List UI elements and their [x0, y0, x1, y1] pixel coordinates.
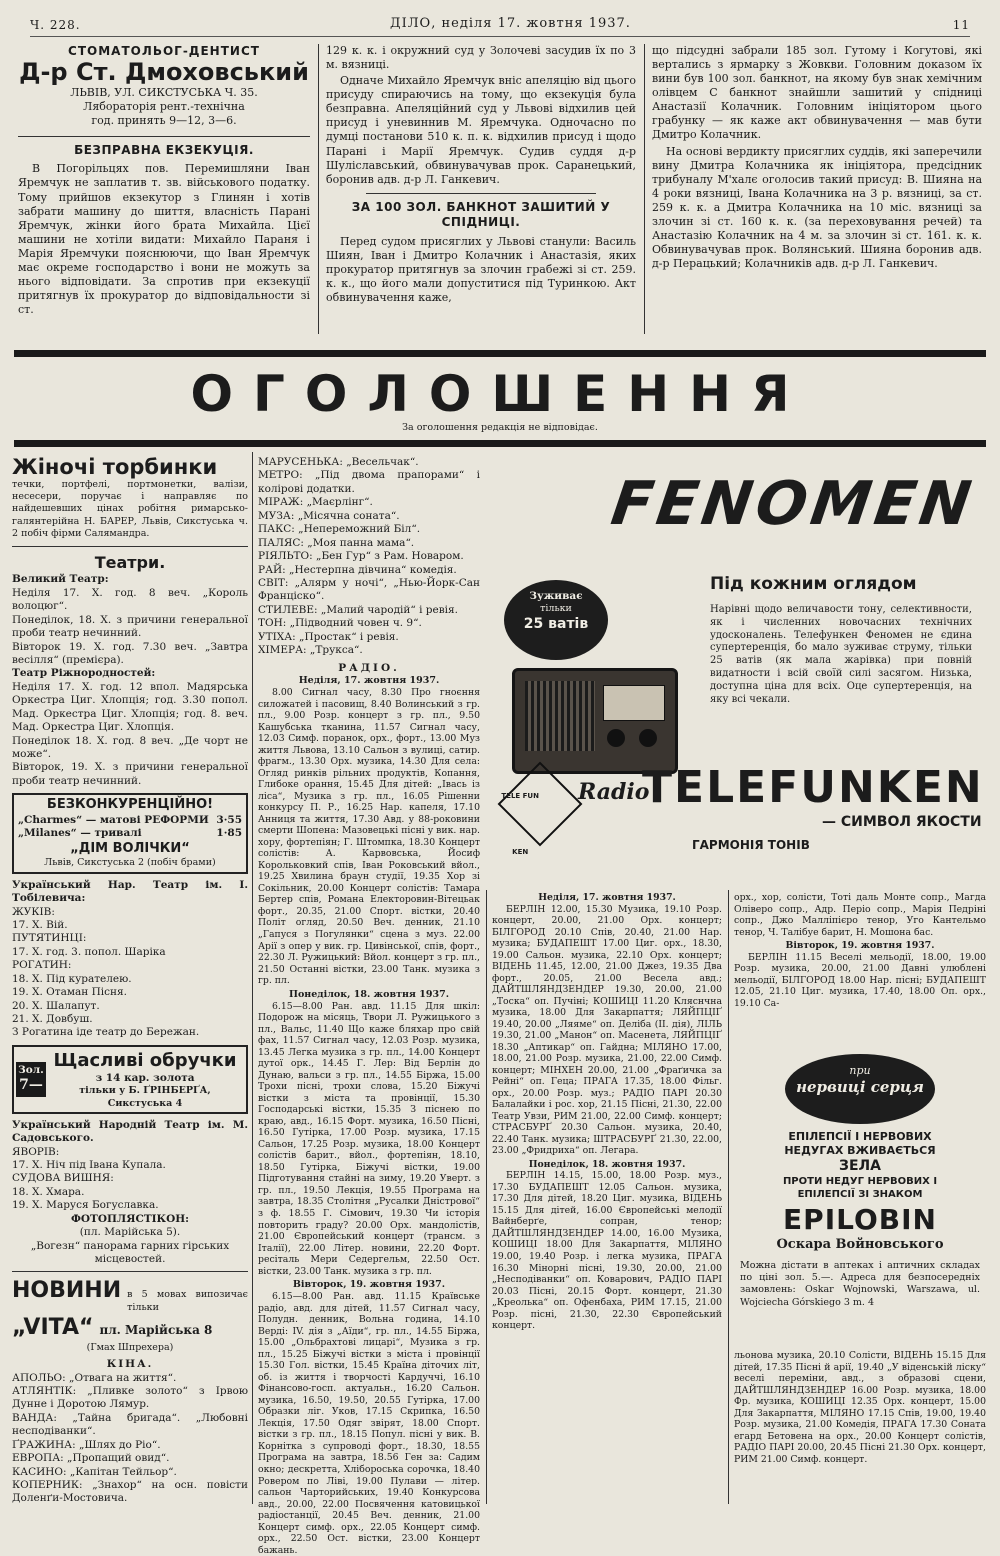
- kino-line: УТІХА: „Простак“ і ревія.: [258, 630, 399, 643]
- theatre-line: Неділя 17. Х. год. 8 веч. „Король волоцюг“.: [12, 586, 248, 613]
- col-3: [652, 44, 982, 334]
- ads-banner: [14, 362, 986, 434]
- shoes-shop: „ДІМ ВОЛІЧКИ“: [70, 840, 190, 856]
- theatre-line: ЯВОРІВ:: [12, 1145, 60, 1158]
- col-1: [18, 44, 310, 334]
- kino-line: ПАЛЯС: „Моя панна мама“.: [258, 536, 415, 549]
- theatre-line: 17. Х. Ніч під Івана Купала.: [12, 1158, 166, 1171]
- theatre-line: 18. Х. Хмара.: [12, 1185, 85, 1198]
- foto-text: „Вогезн“ панорама гарних гірських місцевостей.: [30, 1239, 230, 1266]
- radio-day: Неділя, 17. жовтня 1937.: [298, 675, 440, 686]
- radio-foreign-column-2: [734, 892, 986, 1048]
- vita-name: „VITA“: [12, 1314, 94, 1340]
- radio-text: 6.15—8.00 Ран. авд. 11.15 Для шкіл: Подорож на місяць, Твори Л. Ружицького з пл., Вальс, 11.40 Що каже бляхар про свій фах, 11.57 Сигнал часу, 12.03 Розр. музика, 13.45 Легка музика з гр. пл., 14.00 Концерт дутої орк., 14.45 Г. Лер: Від Берлін до Дунаю, вальси з гр. пл., 14.55 Біржа, 15.00 Трохи пісні, трохи слова, 15.20 Біжучі вістки з міста та провінції, 15.30 Господарські вістки, 15.35 З піснею по краю, авд., 16.15 Форт. музика, 16.50 Пісні, 16.50 Гутірка, 17.00 Розр. музика, 17.15 Сальон, 17.25 Розр. музика, 18.00 Концерт солістів барит., вйол., фортепіян, 18.10, 18.50 Гутірка, Біжучі вістки, 19.00 Підготування стайні на зиму, 19.20 Уверт. з гр. пл., 19.50 Лекція, 19.55 Програма на завтра, 18.35 Столітня „Русалки Дністрової“ з ф. 18.55 Г. Сімович, 19.30 Чи історія повторить граду? 20.00 Орх. мандолістів, 21.00 Європейський концерт (трансм. з Італії), 22.00 Літер. новини, 22.20 Форт. ресіталь Мери Седергельм, 22.50 Ост. вістки, 23.00 Танк. музика з гр. пл.: [258, 1000, 480, 1277]
- theatre-line: 18. Х. Під курателею.: [12, 972, 132, 985]
- theatre-line: 21. Х. Довбуш.: [12, 1013, 93, 1025]
- epilobin-text: Можна дістати в аптеках і аптичних складах по ціні зол. 5.—. Адреса для безпосередніх замовлень: Oskar Wojnowski, Warszawa, ul. Wojciecha Górskiego 3 m. 4: [740, 1260, 980, 1308]
- radio-foreign-column: [492, 892, 722, 1506]
- kino-line: СВІТ: „Алярм у ночі“, „Нью-Йорк-Сан Франціско“.: [258, 576, 480, 603]
- theatre-line: Неділя 17. Х. год. 12 впол. Мадярська Оркестра Циг. Хлопція; год. 3.30 попол. Мад. Оркестра Циг. Хлопція; год. 8. веч. Мад. Оркестра Циг. Хлопція.: [12, 680, 248, 734]
- shoes-price: 3·55: [216, 813, 242, 826]
- theatre-line: З Рогатина іде театр до Бережан.: [12, 1026, 200, 1039]
- vita-ad: [12, 1277, 248, 1354]
- rings-currency: Зол.: [18, 1063, 44, 1076]
- kino-line: ВАНДА: „Тайна бригада“. „Любовні несподіванки“.: [12, 1411, 248, 1438]
- radio-text: орх., хор, солісти, Тоті даль Монте сопр., Магда Оліверо сопр., Адр. Періо сопр., Марія Педріні сопр., Джо Малліпієро тенор, Уго Кантельмо тенор, Ч. Талібуе барит, Н. Мошона бас.: [734, 892, 986, 938]
- foto-head: ФОТОПЛЯСТІКОН:: [70, 1212, 190, 1225]
- radio-head: РАДІО.: [338, 661, 400, 674]
- dentist-hours: год. принять 9—12, 3—6.: [91, 113, 237, 127]
- telefunken-tagline: Під кожним оглядом: [710, 574, 917, 594]
- epilobin-line: НЕДУГАХ ВЖИВАЄТЬСЯ: [784, 1144, 936, 1158]
- telefunken-ad: [492, 456, 986, 886]
- shoes-line: „Charmes“ — матові РЕФОРМИ: [18, 813, 209, 826]
- theatres-title: Театри.: [94, 552, 166, 572]
- telefunken-radio: Radio: [578, 779, 650, 805]
- theatre-line: 19. Х. Маруся Богуславка.: [12, 1199, 159, 1212]
- epilobin-line: ПРОТИ НЕДУГ НЕРВОВИХ І: [782, 1176, 938, 1188]
- telefunken-logo-icon: [498, 762, 583, 856]
- radio-set-icon: [512, 668, 678, 774]
- bags-text: течки, портфелі, портмонетки, валізи, несесери, поручає і направляє по найдешевших цінах робітня римарсько-галянтерійна Н. БАРЕР, Львів, Сикстуська ч. 2 побіч фірми Салямандра.: [12, 479, 248, 539]
- epilobin-line: ЕПІЛЕПСІЇ І НЕРВОВИХ: [788, 1130, 932, 1143]
- kino-line: КОПЕРНИК: „Знахор“ на осн. повісти Доленґи-Мостовича.: [12, 1479, 248, 1505]
- article-text: 129 к. к. і окружний суд у Золочеві засудив їх по 3 м. вязниці.: [326, 44, 636, 72]
- radio-day: Понеділок, 18. жовтня 1937.: [288, 988, 450, 1000]
- rings-title: Щасливі обручки: [53, 1049, 237, 1071]
- telefunken-slogan2: ГАРМОНІЯ ТОНІВ: [692, 838, 810, 852]
- kino-line: СТИЛЕВЕ: „Малий чародій“ і ревія.: [258, 603, 458, 616]
- radio-foreign-column-3: [734, 1350, 986, 1506]
- theatre-head: Український Народній Театр ім. М. Садовського.: [12, 1118, 248, 1145]
- kino-line: МУЗА: „Місячна соната“.: [258, 509, 400, 522]
- kino-line: АПОЛЬО: „Отвага на життя“.: [12, 1371, 177, 1384]
- page-number: 11: [952, 18, 970, 32]
- kino-line: РАЙ: „Нестерпна дівчина“ комедія.: [258, 563, 457, 576]
- kino-line: МІРАЖ: „Маєрлінг“.: [258, 496, 373, 509]
- heart-icon: [785, 1054, 935, 1124]
- telefunken-name: TELEFUNKEN: [642, 762, 984, 813]
- theatre-line: Понеділок 18. Х. год. 8 веч. „Де чорт не може“.: [12, 734, 248, 761]
- banner-title: ОГОЛОШЕННЯ: [190, 365, 810, 423]
- issue-number: Ч. 228.: [30, 18, 81, 32]
- ads-column-middle: [258, 456, 480, 1556]
- dentist-title: СТОМАТОЛЬОГ-ДЕНТИСТ: [68, 44, 260, 58]
- telefunken-brand: FENOMEN: [607, 469, 980, 539]
- bags-ad: [12, 456, 248, 540]
- article-text: Перед судом присяглих у Львові станули: Василь Шиян, Іван і Дмитро Колачник і Анастазія, яких прокуратор притягнув за злочин грабежі зі ст. 259. к. к., що його мали допуститися під Туринкою. Акт обвинувачення каже,: [326, 234, 636, 304]
- theatre-line: СУДОВА ВИШНЯ:: [12, 1172, 114, 1185]
- badge-line: 25 ватів: [523, 615, 589, 632]
- badge-line: тільки: [540, 603, 572, 615]
- radio-day: Неділя, 17. жовтня 1937.: [538, 892, 676, 903]
- epilobin-pri: при: [849, 1064, 871, 1077]
- dentist-name: Д-р Ст. Дмоховський: [19, 58, 309, 87]
- vita-address: пл. Марійська 8: [99, 1322, 213, 1337]
- bags-title: Жіночі торбинки: [12, 455, 218, 479]
- badge-line: Зуживає: [529, 590, 583, 602]
- theatre-line: ЖУКІВ:: [12, 905, 55, 918]
- kino-line: МАРУСЕНЬКА: „Весельчак“.: [258, 456, 419, 468]
- telefunken-slogan: — СИМВОЛ ЯКОСТИ: [822, 814, 982, 830]
- vita-sub: (Гмах Шпрехера): [86, 1341, 174, 1353]
- banner-note: За оголошення редакція не відповідає.: [402, 422, 598, 433]
- vita-text: в 5 мовах випозичає тільки: [127, 1289, 248, 1313]
- epilobin-maker: Оскара Войновського: [776, 1237, 944, 1253]
- col-2: [326, 44, 636, 334]
- telefunken-text: Нарівні щодо величавости тону, селективности, як і численних новочасних технічних удосконалень. Телефункен Феномен не єдина супертеренція, бо мало зуживає струму, тільки 25 ватів (як мала жарівка) при повній видатности і всій своїй силі засягом. Низька, доступна ціна для всіх. Оце супертеренція, на яку всі чекали.: [710, 604, 972, 705]
- shoes-ad: [12, 793, 248, 873]
- radio-text: льонова музика, 20.10 Солісти, ВІДЕНЬ 15.15 Для дітей, 17.35 Пісні й арії, 19.40 „У віденській ліску“ веселі переміни, авд., з образові сцени, ДАЙТШЛЯНДЗЕНДЕР 16.00 Розр. музика, 18.00 Фр. музика, КОШИЦІ 12.35 Орх. концерт, 15.00 Для Закарпаття, МІЛЯНО 17.15 Спів, 19.00, 19.40 Розр. музика, 21.00 Комедія, ПРАГА 17.30 Соната егард Бетовена на орх., 20.00 Концерт солістів, РАДІО ПАРІ 20.00, 20.45 Пісні 21.30 Орх. концерт, РИМ 21.00 Симф. концерт.: [734, 1350, 986, 1465]
- epilobin-head: нервиці серця: [796, 1078, 924, 1097]
- shoes-address: Львів, Сикстуська 2 (побіч брами): [44, 857, 216, 869]
- theatre-head: Великий Театр:: [12, 573, 109, 586]
- slogan-text: СИМВОЛ ЯКОСТИ: [840, 814, 982, 830]
- rings-price: 7—: [19, 1077, 43, 1094]
- kino-line: ХІМЕРА: „Трукса“.: [258, 644, 363, 657]
- power-badge: [504, 580, 608, 660]
- radio-day: Вівторок, 19. жовтня 1937.: [785, 940, 935, 952]
- theatre-line: 17. Х. год. 3. попол. Шаріка: [12, 945, 166, 958]
- epilobin-line: ЗЕЛА: [839, 1158, 881, 1175]
- theatre-head: Український Нар. Театр ім. І. Тобілевича:: [12, 878, 248, 905]
- theatre-line: ПУТЯТИНЦІ:: [12, 932, 87, 945]
- article-title: ЗА 100 ЗОЛ. БАНКНОТ ЗАШИТИЙ У СПІДНИЦІ.: [351, 199, 611, 230]
- shoes-line: „Milanes“ — тривалі: [18, 827, 142, 840]
- vita-title: НОВИНИ: [12, 1278, 122, 1304]
- theatre-line: 20. Х. Шалапут.: [12, 999, 100, 1012]
- article-text: що підсудні забрали 185 зол. Гутому і Когутові, які вертались з ярмарку з Жовкви. Головним доказом їх вини був 100 зол. банкнот, на якому був знак хемічним олівцем С банкнот знайшли зашитий у спідниці Анастазії Колачник. Головним ініціятором цього грабунку — як каже акт обвинувачення — мав бути Дмитро Колачник.: [652, 44, 982, 142]
- epilobin-line: ЕПІЛЕПСІЇ ЗІ ЗНАКОМ: [797, 1188, 923, 1200]
- rings-ad: [12, 1045, 248, 1114]
- kino-line: ЕВРОПА: „Пропащий овид“.: [12, 1452, 170, 1465]
- rings-sub: з 14 кар. золота: [95, 1071, 195, 1084]
- page-header: [30, 14, 970, 37]
- theatre-line: Вівторок 19. Х. год. 7.30 веч. „Завтра весілля“ (премієра).: [12, 640, 248, 666]
- kino-line: ПАКС: „Непереможний Біл“.: [258, 523, 421, 536]
- kino-line: МЕТРО: „Під двома прапорами“ і колірові додатки.: [258, 469, 480, 495]
- theatre-line: Вівторок, 19. Х. з причини генеральної проби театр нечинний.: [12, 761, 248, 787]
- epilobin-ad: [740, 1054, 980, 1344]
- radio-text: БЕРЛІН 12.00, 15.30 Музика, 19.10 Розр. концерт, 20.00, 21.00 Орх. концерт; БІЛГОРОД 20.10 Спів, 20.40, 21.00 Нар. музика; БУДАПЕШТ 17.00 Циг. орх., 18.30, 19.00 Сальон. музика, 22.10 Орх. концерт; ВІДЕНЬ 11.45, 12.00, 21.00 Джез, 19.35 Два форт., 20.05, 21.00 Весела авд.; ДАЙТШЛЯНДЗЕНДЕР 19.30, 20.00, 21.00 „Тоска“ оп. Пучіні; КОШИЦІ 11.20 Кляснчна музика, 18.00 Для Закарпаття; ЛЯЙПЦІҐ 19.40, 20.00 „Ляяме“ оп. Деліба (II. дія), ЛІЛЬ 19.30, 21.00 „Манон“ оп. Масенета, ЛЯЙПЦІҐ 18.30 „Аптикар“ оп. Гайдна; МІЛЯНО 17.00, 18.00, 21.00 Розр. музика, 21.00, 22.00 Симф. концерт; МІНХЕН 20.00, 21.00 „Фраґичка за Рейні“ оп. Геца; ПРАГА 17.35, 18.00 Фільг. орх., 20.00 Розр. муз.; РАДІО ПАРІ 20.30 Балалайки і рос. хор, 21.15 Пісні, 21.30, 22.00 Театр Увзи, РИМ 21.00, 22.00 Симф. концерт; СТРАСБУРҐ 20.30 Сальон. музика, 20.40, 22.40 Танк. музика; ШТРАСБУРҐ 21.30, 22.00, 23.00 „Фридриха“ оп. Легара.: [492, 903, 722, 1157]
- radio-text: 8.00 Сигнал часу, 8.30 Про гноєння силожатей і пасовищ, 8.40 Волинський з гр. пл., 9.00 Розр. концерт з гр. пл., 9.50 Кашубська тканина, 11.57 Сигнал часу, 12.03 Симф. поранок, орх., форт., 13.00 Муз життя Львова, 13.10 Сальон з вулиці, сатир. фрагм., 13.30 Орх. музика, 14.30 Для села: Огляд ринків рільних продуктів, Копання, Глибоке орання, 15.45 Для дітей: „Івась із ліса“, Музика з гр. пл., 16.05 Рішенни конкурсу П. Р., 16.25 Нар. капеля, 17.10 Анниця та життя, 17.30 Авд. у 88-роковини смерти Шопена: Мазовецькі пісні у вик. нар. хору, фортепіян; Г. Штомпка, 18.30 Концерт солістів: А. Карвовська, Йосиф Корольковкий спів, Іван Роковський вйол., 19.25 Хвилина браун студії, 19.35 Хор зі Сокільник, 20.00 Концерт солістів: Тамара Бертер спів, Романа Електоровин-Вітецьак форт., 20.35, 21.00 Спорт. вістки, 20.40 Політ огляд, 20.50 Веч. денник, 21.10 „Гапуся з Погулянки“ сцена з муз. 22.00 Арії з опер у вик. гр. Цивінської, спів, форт., 22.30 Л. Ружицький: Вйол. концерт з гр. пл., 21.50 Останні вістки, 23.00 Танк. музика з гр. пл.: [258, 687, 480, 987]
- kino-line: РІЯЛЬТО: „Бен Гур“ з Рам. Новаром.: [258, 550, 464, 563]
- kino-head: КІНА.: [106, 1358, 154, 1371]
- theatre-line: Понеділок, 18. Х. з причини генеральної проби театр нечинний.: [12, 613, 248, 640]
- radio-day: Понеділок, 18. жовтня 1937.: [528, 1158, 686, 1170]
- dentist-lab: Лябораторія рент.-технічна: [83, 99, 245, 113]
- theatre-line: 17. Х. Вій.: [12, 918, 68, 931]
- radio-day: Вівторок, 19. жовтня 1937.: [292, 1279, 446, 1291]
- kino-line: КАСИНО: „Капітан Тейльор“.: [12, 1465, 177, 1478]
- radio-text: БЕРЛІН 14.15, 15.00, 18.00 Розр. муз., 17.30 БУДАПЕШТ 12.05 Сальон. музика, 17.30 Для дітей, 18.20 Циг. музика, ВІДЕНЬ 15.15 Для дітей, 16.00 Європейські мелодії Вайнберґе, сопран, тенор; ДАЙТШЛЯНДЗЕНДЕР 14.00, 16.00 Музика, КОШИЦІ 18.00 Для Закарпаття, МІЛЯНО 19.00, 19.40 Розр. і легка музика, ПРАГА 16.30 Мінорні пісні, 19.30, 20.00, 21.00 „Несподіванки“ оп. Коварович, РАДІО ПАРІ 20.03 Пісні, 20.15 Форт. концерт, 21.30 „Креолька“ оп. Офенбаха, РИМ 17.15, 21.00 Розр. пісні, 21.30, 22.30 Європейський концерт.: [492, 1170, 722, 1332]
- radio-text: БЕРЛІН 11.15 Веселі мельодії, 18.00, 19.00 Розр. музика, 20.00, 21.00 Давні улюблені мельодії, БІЛГОРОД 18.00 Нар. пісні; БУДАПЕШТ 12.05, 21.10 Циг. музика, 17.40, 18.00 Оп. орх., 19.10 Са-: [734, 951, 986, 1009]
- epilobin-brand: EPILOBIN: [783, 1202, 937, 1236]
- kino-line: ҐРАЖИНА: „Шлях до Ріо“.: [12, 1438, 161, 1451]
- kino-line: АТЛЯНТІК: „Пливке золото“ з Ірвою Дунне і Доротою Лямур.: [12, 1384, 248, 1411]
- ads-column-left: [12, 456, 248, 1506]
- theatre-line: РОГАТИН:: [12, 959, 72, 972]
- theatre-head: Театр Ріжнородностей:: [12, 667, 156, 680]
- article-text: В Погорільцях пов. Перемишляни Іван Яремчук не заплатив т. зв. військового податку. Тому прийшов екзекутор з Глинян і хотів забрати машину до шиття, власність Парані Яремчук, жінки його брата Михайла. Цієї машини не хотіли видати: Михайло Параня і Марія Яремчуки пояснюючи, що Іван Яремчук має окреме господарство і вони не можуть за нього відповідати. За спротив при екзекуції притягнув їх прокуратор до відповідальности зі ст.: [18, 162, 310, 317]
- dentist-address: ЛЬВІВ, УЛ. СИКСТУСЬКА Ч. 35.: [70, 85, 258, 99]
- telefunken-logo-text: TELE FUN KEN: [501, 791, 539, 856]
- article-text: На основі вердикту присяглих суддів, які заперечили вину Дмитра Колачника як ініціятора, предсідник трибуналу М'халє оголосив такий присуд: В. Шияна на 4 роки вязниці, Івана Колачника на 3 р. вязниці, за ст. 259 к. к. а Дмитра Колачника на 10 міс. вязниці за злочин зі ст. 160 к. к. (за переховування речей) та Анастазію Колачник на 4 м. за злочин зі ст. 161. к. к. Обвинувачував прок. Волянський. Шияна боронив адв. д-р Перацький; Колачників адв. д-р Л. Ганкевич.: [652, 144, 982, 271]
- dentist-ad: [18, 44, 310, 128]
- shoes-price: 1·85: [216, 827, 242, 840]
- kino-line: ТОН: „Підводний човен ч. 9“.: [258, 617, 422, 630]
- radio-text: 6.15—8.00 Ран. авд. 11.15 Краївське радіо, авд. для дітей, 11.57 Сигнал часу, Полудн. денник, Вольна година, 14.10 Верді: IV. дія з „Аїди“, гр. пл., 14.55 Біржа, 15.00 „Ольбрахтові лицарі“, Музика з гр. пл., 15.25 Біжучі вістки з міста і провінції 15.30 Гол. вістки, 15.45 Країна діточих літ, об. із життя і творчості Кардуччі, 16.10 Фінансово-госп. актуальн., 16.20 Сальон. музика, 16.50, 19.50, 20.55 Гутірка, 17.00 Образки ліг. Уков, 17.15 Скрипка, 16.50 Лекція, 17.50 Одяг звірят, 18.00 Спорт. вістки з гр. пл., 18.15 Попул. пісні у вик. В. Корнітка з супроводі форт., 18.30, 18.55 Програма на завтра, 18.56 Ген за: Садим окно; дескретта, Хлібороська сорочка, 18.40 Ровером по Ліві, 19.00 Пулави — літер. сальон Чарторийських, 19.40 Конкурсова авд., 20.00, 22.00 Посвячення катовицької радіостанції, 20.45 Веч. денник, 21.00 Концерт симф. орх., 22.05 Концерт симф. орх., 22.50 Ост. вістки, 23.00 Концерт бажань.: [258, 1291, 480, 1556]
- shoes-title: БЕЗКОНКУРЕНЦІЙНО!: [46, 797, 214, 813]
- rings-shop: тільки у Б. ҐРІНБЕРҐА, Сикстуська 4: [79, 1085, 211, 1109]
- article-title: БЕЗПРАВНА ЕКЗЕКУЦІЯ.: [74, 142, 254, 157]
- theatre-line: 19. Х. Отаман Пісня.: [12, 986, 127, 999]
- article-text: Одначе Михайло Яремчук вніс апеляцію від цього присуду спираючись на тому, що екзекуція була безправна. Апеляційний суд у Львові відхилив цей присуд і уневиннив М. Яремчука. Одночасно по думці постанови 510 к. п. к. відхилив присуд і щодо Парані і Марії Яремчук. Судив суддя д-р Шуліславський, обвинувачував прок. Саранецький, боронив адв. д-р Л. Ганкевич.: [326, 74, 636, 186]
- masthead: ДІЛО, неділя 17. жовтня 1937.: [390, 16, 631, 31]
- foto-address: (пл. Марійська 5).: [79, 1226, 181, 1239]
